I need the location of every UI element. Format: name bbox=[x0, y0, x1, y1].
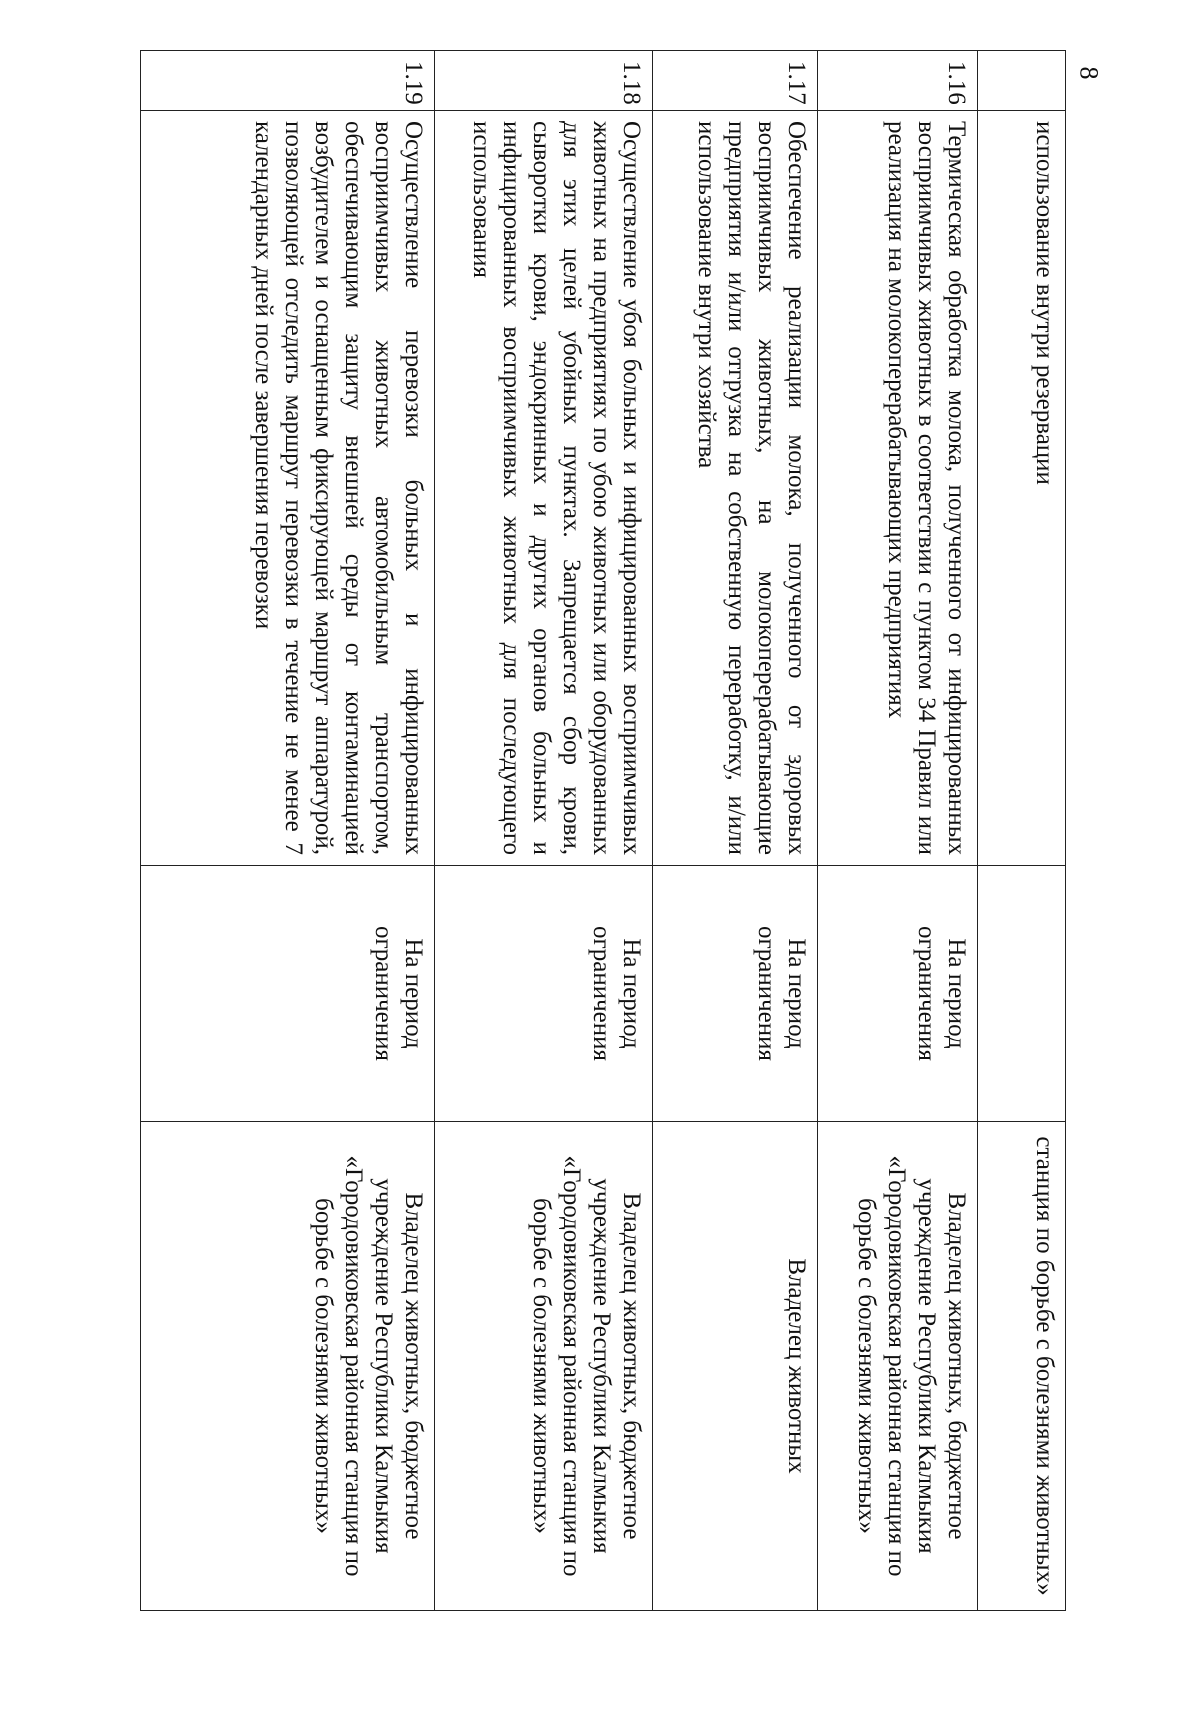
page-number: 8 bbox=[1074, 66, 1104, 80]
cell-measure-carryover: использование внутри резервации bbox=[978, 111, 1066, 866]
measure-text: Осуществление перевозки больных и инфицированных восприимчивых животных автомобильным транспортом, обеспечивающим защиту внешней среды от контаминацией возбудителем и оснащенным фиксирующей маршрут аппаратурой, позволяющей отследить маршрут перевозки в течение не менее 7 календарных дней после завершения перевозки bbox=[141, 111, 435, 866]
measures-table bbox=[140, 50, 1066, 1611]
measures-table-container bbox=[141, 50, 1066, 1610]
period-text: На период ограничения bbox=[435, 866, 653, 1122]
rotated-table-area bbox=[141, 50, 1066, 1610]
measure-text: Термическая обработка молока, полученного от инфицированных восприимчивых животных в соответствии с пунктом 34 Правил или реализация на молокоперерабатывающих предприятиях bbox=[818, 111, 978, 866]
period-text: На период ограничения bbox=[818, 866, 978, 1122]
table-row bbox=[435, 51, 653, 1611]
table-row bbox=[653, 51, 818, 1611]
responsible-text: Владелец животных, бюджетное учреждение Республики Калмыкия «Городовиковская районная станция по борьбе с болезнями животных» bbox=[818, 1122, 978, 1611]
period-text: На период ограничения bbox=[653, 866, 818, 1122]
row-number: 1.18 bbox=[435, 51, 653, 111]
responsible-text: Владелец животных, бюджетное учреждение Республики Калмыкия «Городовиковская районная станция по борьбе с болезнями животных» bbox=[435, 1122, 653, 1611]
cell-num-empty bbox=[978, 51, 1066, 111]
table-row-carryover bbox=[978, 51, 1066, 1611]
period-text: На период ограничения bbox=[141, 866, 435, 1122]
cell-period-empty bbox=[978, 866, 1066, 1122]
row-number: 1.19 bbox=[141, 51, 435, 111]
measure-text: Обеспечение реализации молока, полученного от здоровых восприимчивых животных, на молокоперерабатывающие предприятия и/или отгрузка на собственную переработку, и/или использование внутри хозяйства bbox=[653, 111, 818, 866]
cell-responsible-carryover: станция по борьбе с болезнями животных» bbox=[978, 1122, 1066, 1611]
responsible-text: Владелец животных bbox=[653, 1122, 818, 1611]
measure-text: Осуществление убоя больных и инфицированных восприимчивых животных на предприятиях по убою животных или оборудованных для этих целей убойных пунктах. Запрещается сбор крови, сыворотки крови, эндокринных и других органов больных и инфицированных восприимчивых животных для последующего использования bbox=[435, 111, 653, 866]
row-number: 1.16 bbox=[818, 51, 978, 111]
table-row bbox=[141, 51, 435, 1611]
row-number: 1.17 bbox=[653, 51, 818, 111]
responsible-text: Владелец животных, бюджетное учреждение Республики Калмыкия «Городовиковская районная станция по борьбе с болезнями животных» bbox=[141, 1122, 435, 1611]
table-row bbox=[818, 51, 978, 1611]
